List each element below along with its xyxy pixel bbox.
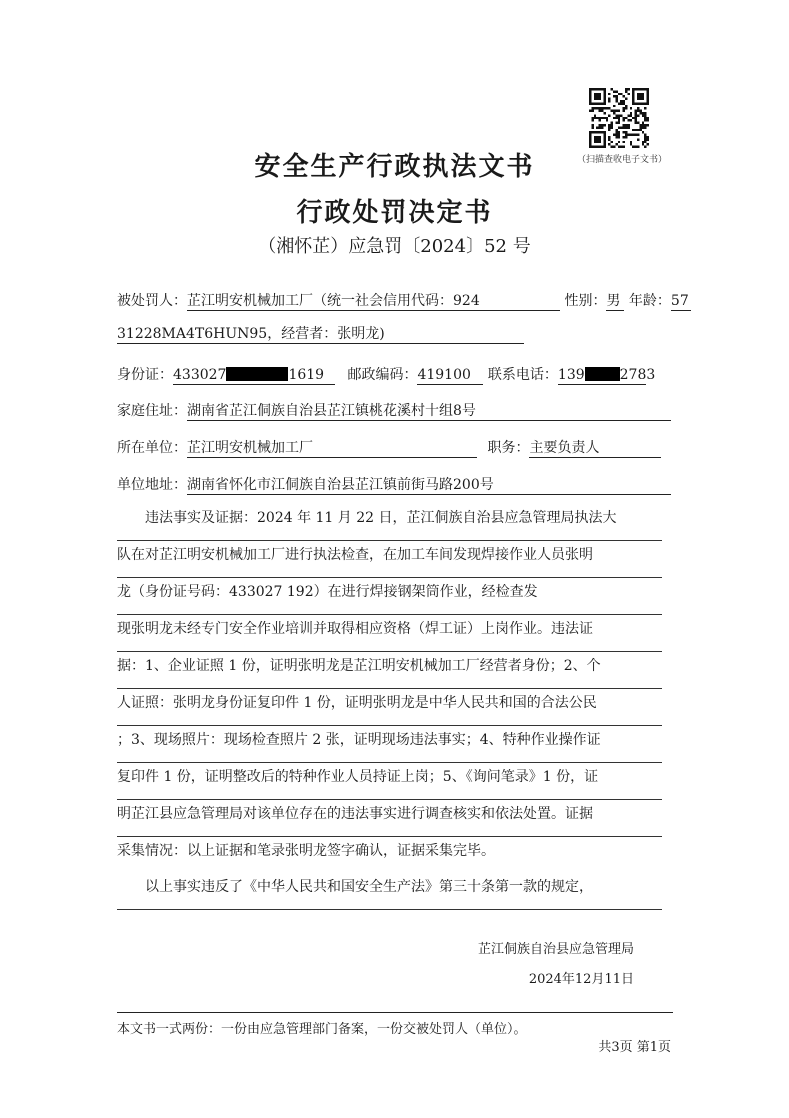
gender-value: 男 [606,292,624,311]
home-address-row [117,400,671,421]
party-name-value: 芷江明安机械加工厂（统一社会信用代码：924 [187,292,560,311]
gender-label: 性别： [564,293,607,309]
facts-line: 复印件 1 份，证明整改后的特种作业人员持证上岗；5、《询问笔录》1 份，证 [117,763,662,800]
footer-note: 本文书一式两份：一份由应急管理部门备案，一份交被处罚人（单位）。 [117,1022,527,1037]
home-address-label: 家庭住址： [117,403,187,419]
phone-label: 联系电话： [487,367,558,383]
issuing-agency: 芷江侗族自治县应急管理局 [477,942,634,957]
issue-date: 2024年12月11日 [528,972,634,987]
document-category-title: 安全生产行政执法文书 [254,152,535,182]
facts-line: ；3、现场照片：现场检查照片 2 张，证明现场违法事实；4、特种作业操作证 [117,726,662,763]
id-row [117,364,656,385]
phone-value [557,366,656,385]
id-label: 身份证： [117,367,173,383]
postcode-label: 邮政编码： [347,367,418,383]
facts-line: 据：1、企业证照 1 份，证明张明龙是芷江明安机械加工厂经营者身份；2、个 [117,652,662,689]
party-name-label: 被处罚人： [117,293,187,309]
position-label: 职务： [487,440,530,456]
facts-line: 人证照：张明龙身份证复印件 1 份，证明张明龙是中华人民共和国的合法公民 [117,689,662,726]
redaction-bar [585,367,620,381]
facts-line: 明芷江县应急管理局对该单位存在的违法事实进行调查核实和依法处置。证据 [117,800,662,837]
id-prefix: 433027 [173,367,227,383]
employer-address-label: 单位地址： [117,477,187,493]
party-name-value-2: 31228MA4T6HUN95，经营者：张明龙) [117,325,524,344]
home-address-value: 湖南省芷江侗族自治县芷江镇桃花溪村十组8号 [187,402,671,421]
age-value: 57 [671,292,691,311]
facts-line: 现张明龙未经专门安全作业培训并取得相应资格（焊工证）上岗作业。违法证 [117,615,662,652]
id-suffix: 1619 [288,367,325,383]
qr-caption: （扫描查收电子文书） [577,155,668,165]
facts-line: 采集情况：以上证据和笔录张明龙签字确认，证据采集完毕。 [117,843,495,859]
violation-statement: 以上事实违反了《中华人民共和国安全生产法》第三十条第一款的规定， [117,873,662,910]
age-label: 年龄： [628,293,671,309]
phone-suffix: 2783 [619,367,656,383]
postcode-value: 419100 [417,366,483,385]
qr-code [589,88,649,148]
facts-line: 龙（身份证号码：433027 192）在进行焊接钢架筒作业，经检查发 [117,578,662,615]
violation-facts-paragraph [117,504,662,910]
employer-address-row [117,474,671,495]
id-value [173,366,335,385]
party-name-row-2 [117,325,524,344]
employer-address-value: 湖南省怀化市江侗族自治县芷江镇前街马路200号 [187,476,671,495]
redaction-bar [226,367,288,381]
facts-line: 违法事实及证据：2024 年 11 月 22 日，芷江侗族自治县应急管理局执法大 [117,504,662,541]
position-value: 主要负责人 [529,439,661,458]
page-number: 共3页 第1页 [598,1040,671,1055]
phone-prefix: 139 [557,367,585,383]
document-title: 行政处罚决定书 [296,198,493,228]
facts-line: 队在对芷江明安机械加工厂进行执法检查，在加工车间发现焊接作业人员张明 [117,541,662,578]
employer-row [117,437,661,458]
document-number: （湘怀芷）应急罚〔2024〕52 号 [258,236,531,257]
party-name-row [117,290,691,311]
employer-value: 芷江明安机械加工厂 [187,439,477,458]
footer-divider [117,1012,673,1013]
employer-label: 所在单位： [117,440,187,456]
